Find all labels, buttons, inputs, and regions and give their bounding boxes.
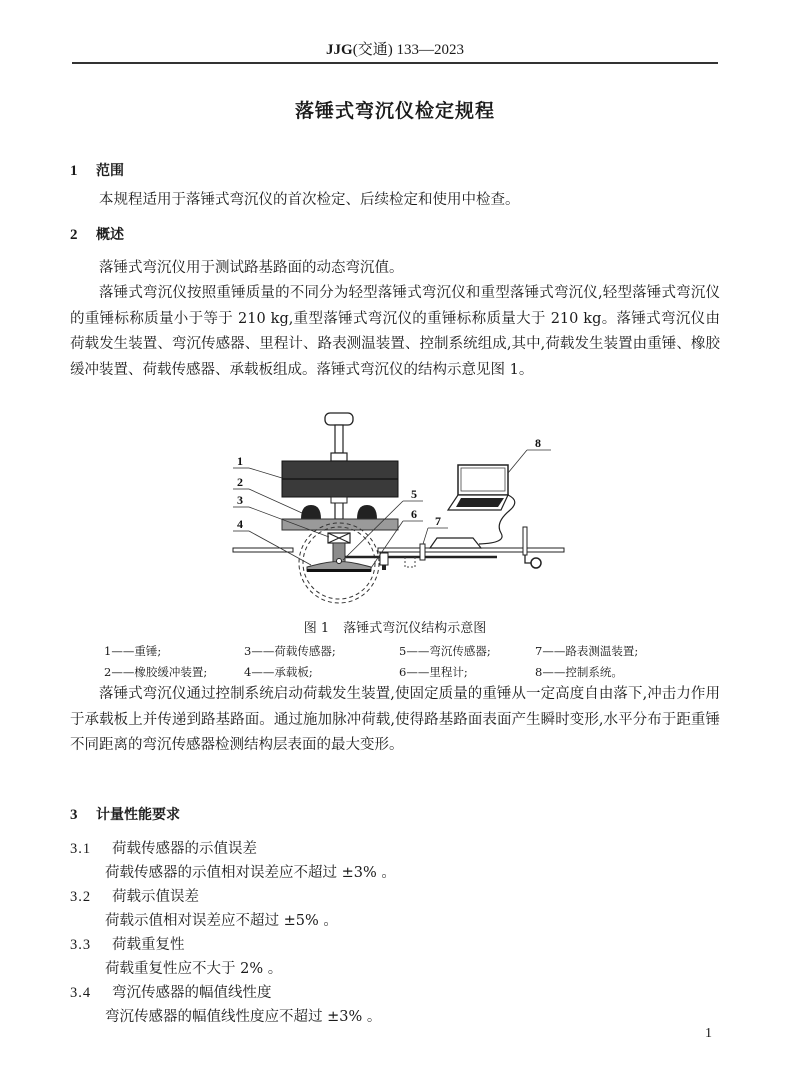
falling-weight-deflectometer-diagram	[225, 405, 565, 605]
legend-item: 7——路表测温装置;	[535, 644, 639, 658]
figure-number: 图 1	[303, 621, 330, 636]
callout-7: 7	[435, 514, 441, 528]
subsection-3-1-heading	[70, 837, 257, 858]
subsection-3-2-body: 荷载示值相对误差应不超过 ±5% 。	[105, 913, 338, 929]
legend-item: 5——弯沉传感器;	[399, 644, 491, 658]
section-2-heading	[70, 224, 124, 244]
figure-1-diagram	[225, 405, 565, 605]
section-title: 概述	[96, 227, 124, 243]
legend-item: 2——橡胶缓冲装置;	[104, 665, 208, 679]
subsection-3-1-body: 荷载传感器的示值相对误差应不超过 ±3% 。	[105, 865, 396, 881]
subsection-title: 荷载示值误差	[112, 889, 199, 905]
legend-row	[104, 641, 685, 662]
figure-legend	[104, 641, 685, 683]
legend-item: 6——里程计;	[399, 665, 468, 679]
subsection-number: 3.3	[70, 937, 92, 953]
legend-item: 4——承载板;	[244, 665, 313, 679]
header-rule	[72, 62, 718, 64]
section-number: 1	[70, 163, 78, 179]
figure-caption-text: 落锤式弯沉仪结构示意图	[343, 621, 487, 636]
section-1-heading	[70, 160, 124, 180]
subsection-title: 荷载重复性	[112, 937, 185, 953]
standard-code-header	[0, 38, 790, 59]
section-1-paragraph: 本规程适用于落锤式弯沉仪的首次检定、后续检定和使用中检查。	[99, 192, 520, 208]
callout-3: 3	[237, 493, 243, 507]
subsection-title: 弯沉传感器的幅值线性度	[112, 985, 272, 1001]
section-2-paragraph-1: 落锤式弯沉仪用于测试路基路面的动态弯沉值。	[99, 260, 404, 276]
section-title: 范围	[96, 163, 124, 179]
subsection-number: 3.1	[70, 841, 92, 857]
section-title: 计量性能要求	[96, 807, 180, 823]
subsection-title: 荷载传感器的示值误差	[112, 841, 257, 857]
subsection-3-4-body: 弯沉传感器的幅值线性度应不超过 ±3% 。	[105, 1009, 382, 1025]
section-2-paragraph-3: 落锤式弯沉仪通过控制系统启动荷载发生装置,使固定质量的重锤从一定高度自由落下,冲击力作用于承载板上并传递到路基路面。通过施加脉冲荷载,使得路基路面表面产生瞬时变形,水平分布于距重锤不同距离的弯沉传感器检测结构层表面的最大变形。	[70, 686, 720, 753]
section-number: 3	[70, 807, 78, 823]
callout-5: 5	[411, 487, 417, 501]
legend-row	[104, 662, 685, 683]
standard-code-prefix: JJG	[326, 42, 353, 58]
page-number: 1	[705, 1026, 712, 1041]
standard-code-suffix: (交通) 133—2023	[352, 42, 464, 58]
callout-8: 8	[535, 436, 541, 450]
subsection-number: 3.2	[70, 889, 92, 905]
section-3-heading	[70, 804, 180, 824]
document-title: 落锤式弯沉仪检定规程	[294, 100, 495, 122]
figure-caption	[0, 617, 790, 636]
subsection-number: 3.4	[70, 985, 92, 1001]
subsection-3-4-heading	[70, 981, 272, 1002]
callout-6: 6	[411, 507, 417, 521]
legend-item: 1——重锤;	[104, 644, 162, 658]
legend-item: 3——荷载传感器;	[244, 644, 336, 658]
subsection-3-2-heading	[70, 885, 199, 906]
subsection-3-3-body: 荷载重复性应不大于 2% 。	[105, 961, 283, 977]
legend-item: 8——控制系统。	[535, 665, 623, 679]
subsection-3-3-heading	[70, 933, 185, 954]
section-number: 2	[70, 227, 78, 243]
callout-4: 4	[237, 517, 243, 531]
callout-2: 2	[237, 475, 243, 489]
callout-1: 1	[237, 454, 243, 468]
section-2-paragraph-2: 落锤式弯沉仪按照重锤质量的不同分为轻型落锤式弯沉仪和重型落锤式弯沉仪,轻型落锤式弯沉仪的重锤标称质量小于等于 210 kg,重型落锤式弯沉仪的重锤标称质量大于 210 kg。落锤式弯沉仪由荷载发生装置、弯沉传感器、里程计、路表测温装置、控制系统组成,其中,荷载发生装置由重锤、橡胶缓冲装置、荷载传感器、承载板组成。落锤式弯沉仪的结构示意见图 1。	[70, 285, 720, 378]
